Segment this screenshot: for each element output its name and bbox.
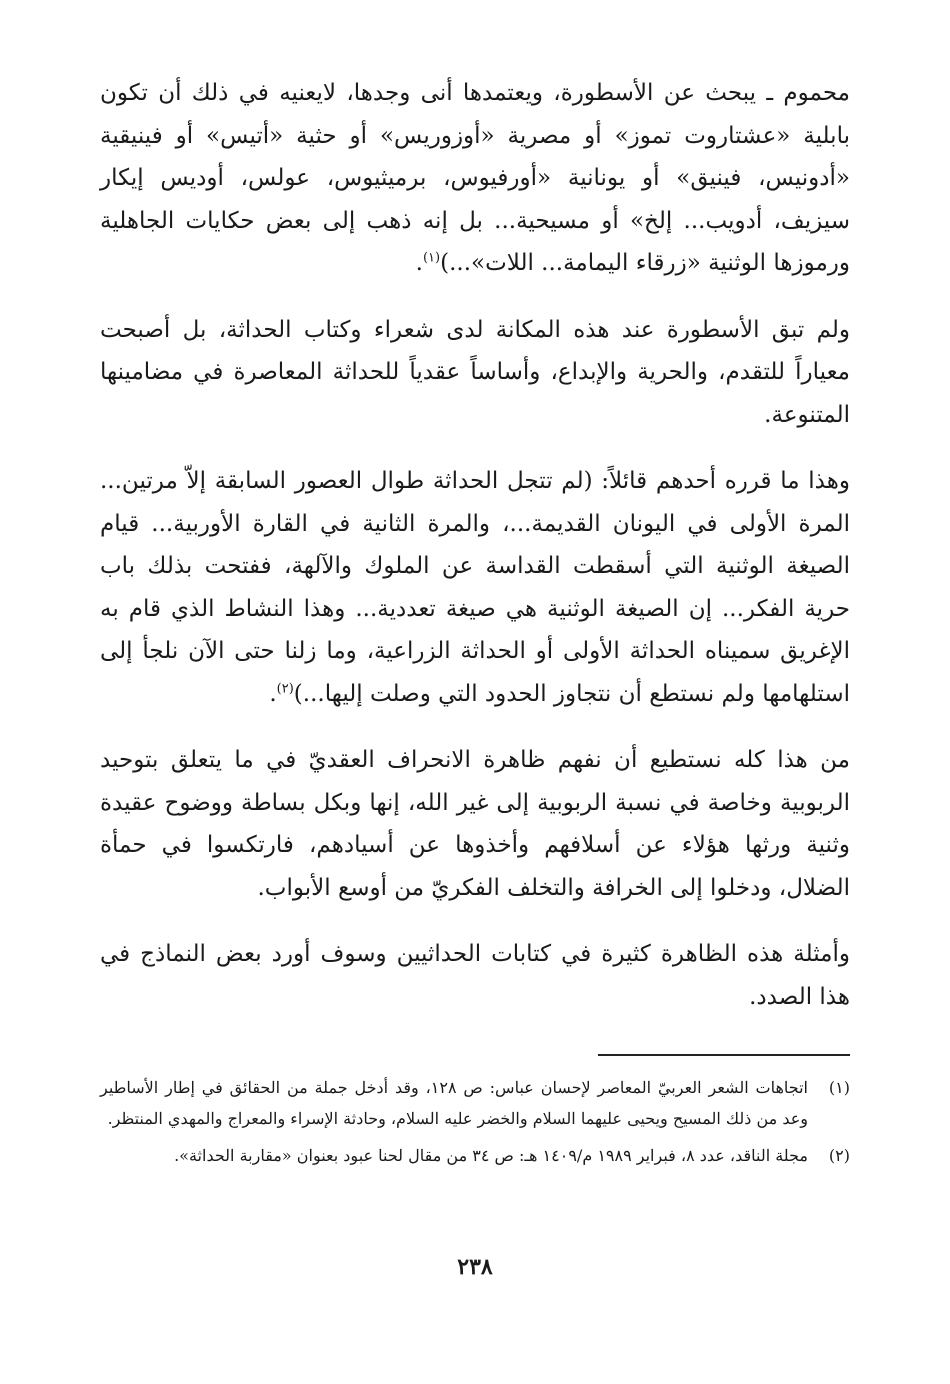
paragraph-1-text: محموم ـ يبحث عن الأسطورة، ويعتمدها أنى وجدها، لايعنيه في ذلك أن تكون بابلية «عشتاروت تموز» أو مصرية «أوزوريس» أو حثية «أتيس» أو فينيقية «أدونيس، فينيق» أو يونانية «أورفيوس، برميثيوس، عولس، أوديس إيكار سيزيف، أدويب... إلخ» أو مسيحية... بل إنه ذهب إلى بعض حكايات الجاهلية ورموزها الوثنية «زرقاء اليمامة... اللات»...): [100, 80, 850, 276]
paragraph-1-end: .: [415, 250, 423, 276]
footnote-1-number: (١): [828, 1078, 850, 1097]
page-number: ٢٣٨: [457, 1254, 493, 1280]
footnote-2-text: مجلة الناقد، عدد ٨، فبراير ١٩٨٩ م/١٤٠٩ هـ: ص ٣٤ من مقال لحنا عبود بعنوان «مقاربة الحداثة».: [174, 1146, 808, 1165]
body-paragraph-2: ولم تبق الأسطورة عند هذه المكانة لدى شعراء وكتاب الحداثة، بل أصبحت معياراً للتقدم، والحرية والإبداع، وأساساً عقدياً للحداثة المعاصرة في مضامينها المتنوعة.: [100, 316, 850, 428]
footnote-1: [100, 1072, 850, 1134]
footnote-1-text: اتجاهات الشعر العربيّ المعاصر لإحسان عباس: ص ١٢٨، وقد أدخل جملة من الحقائق في إطار الأساطير وعد من ذلك المسيح ويحيى عليهما السلام والخضر عليه السلام، وحادثة الإسراء والمعراج والمهدي المنتظر.: [100, 1078, 809, 1128]
body-paragraph-1: [100, 72, 850, 285]
body-paragraph-4: من هذا كله نستطيع أن نفهم ظاهرة الانحراف العقديّ في ما يتعلق بتوحيد الربوبية وخاصة في نسبة الربوبية إلى غير الله، إنها وبكل بساطة ووضوح عقيدة وثنية ورثها هؤلاء عن أسلافهم وأخذوها عن أسيادهم، فارتكسوا في حمأة الضلال، ودخلوا إلى الخرافة والتخلف الفكريّ من أوسع الأبواب.: [100, 747, 850, 901]
footnote-separator: [598, 1054, 850, 1056]
footnote-2: [100, 1140, 850, 1171]
paragraph-3-text: وهذا ما قرره أحدهم قائلاً: (لم تتجل الحداثة طوال العصور السابقة إلاّ مرتين... المرة الأولى في اليونان القديمة...، والمرة الثانية في القارة الأوربية... قيام الصيغة الوثنية التي أسقطت القداسة عن الملوك والآلهة، ففتحت بذلك باب حرية الفكر... إن الصيغة الوثنية هي صيغة تعددية... وهذا النشاط الذي قام به الإغريق سميناه الحداثة الأولى أو الحداثة الزراعية، وما زلنا حتى الآن نلجأ إلى استلهامها ولم نستطع أن نتجاوز الحدود التي وصلت إليها...): [100, 468, 850, 707]
footnote-ref-2: (٢): [276, 680, 294, 696]
body-paragraph-5: وأمثلة هذه الظاهرة كثيرة في كتابات الحداثيين وسوف أورد بعض النماذج في هذا الصدد.: [100, 941, 850, 1010]
footnote-2-number: (٢): [828, 1146, 850, 1165]
body-paragraph-3: [100, 460, 850, 715]
page-body: [100, 72, 850, 1177]
paragraph-3-end: .: [269, 680, 277, 707]
footnote-ref-1: (١): [422, 250, 441, 266]
